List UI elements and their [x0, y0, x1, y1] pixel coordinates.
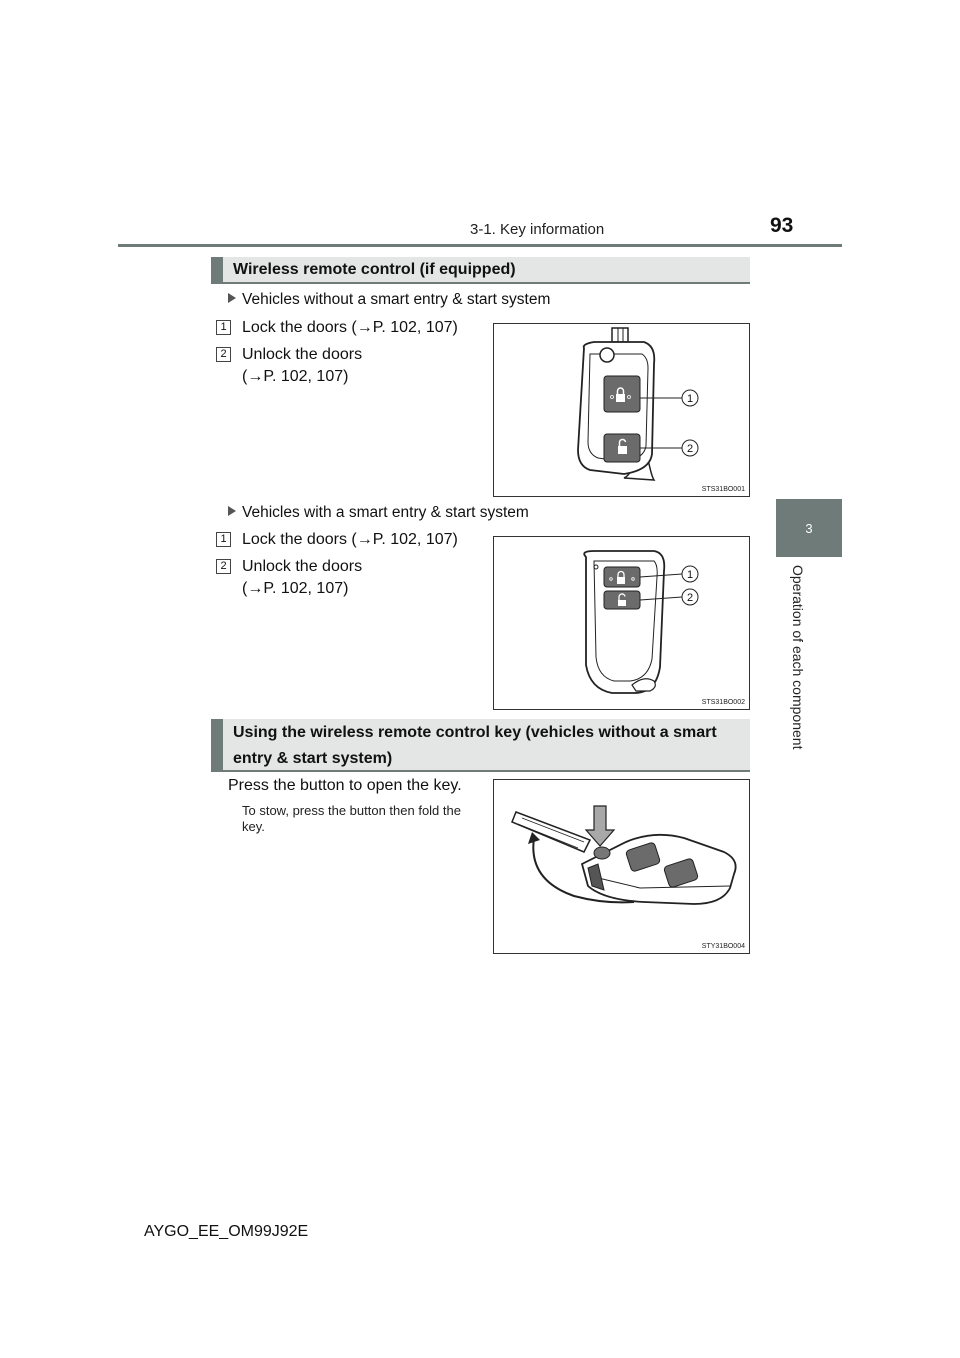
list-item-unlock: Unlock the doors — [242, 346, 363, 363]
page-reference[interactable]: P. 102, 107) — [372, 531, 458, 548]
instruction-note: To stow, press the button then fold the key. — [242, 803, 461, 834]
item-text: Lock the doors ( — [242, 531, 357, 548]
header-section-title: 3-1. Key information — [470, 221, 605, 238]
callout-number-1: 1 — [216, 320, 231, 335]
figure-key-open — [493, 779, 750, 954]
instruction-text: Press the button to open the key. — [228, 777, 462, 794]
key-fob-folding-illustration — [494, 324, 751, 498]
figure-callout-1: 1 — [686, 569, 694, 581]
section-heading-using-key: Using the wireless remote control key (vehicles without a smart entry & start system) — [211, 719, 750, 772]
arrow-icon: → — [356, 319, 373, 336]
list-item-unlock-ref: (→P. 102, 107) — [242, 368, 349, 385]
figure-callout-2: 2 — [686, 592, 694, 604]
subhead-with-smart-entry — [228, 504, 529, 522]
callout-number-2: 2 — [216, 347, 231, 362]
figure-code: STS31BO001 — [701, 486, 745, 493]
list-item-lock — [242, 319, 458, 337]
arrow-icon: → — [356, 531, 373, 548]
chapter-tab — [776, 499, 842, 557]
key-open-illustration — [494, 780, 751, 955]
figure-key-fob-folding — [493, 323, 750, 497]
subhead-text: Vehicles with a smart entry & start system — [242, 504, 529, 521]
arrow-icon: → — [247, 580, 264, 597]
section-heading-wireless-remote: Wireless remote control (if equipped) — [211, 257, 750, 284]
figure-smart-key — [493, 536, 750, 710]
figure-code: STY31BO004 — [701, 943, 745, 950]
page-reference[interactable]: P. 102, 107) — [263, 580, 349, 597]
figure-code: STS31BO002 — [701, 699, 745, 706]
item-text: Lock the doors ( — [242, 319, 357, 336]
figure-callout-2: 2 — [686, 443, 694, 455]
footer-document-code: AYGO_EE_OM99J92E — [144, 1223, 309, 1240]
triangle-bullet-icon — [228, 293, 236, 303]
chapter-label: Operation of each component — [790, 565, 806, 750]
list-item-lock — [242, 531, 458, 549]
subhead-without-smart-entry — [228, 291, 550, 309]
chapter-side-label — [790, 565, 810, 765]
smart-key-illustration — [494, 537, 751, 711]
triangle-bullet-icon — [228, 506, 236, 516]
list-item-unlock-ref: (→P. 102, 107) — [242, 580, 349, 597]
figure-callout-1: 1 — [686, 393, 694, 405]
page-reference[interactable]: P. 102, 107) — [372, 319, 458, 336]
page-number: 93 — [770, 214, 794, 237]
list-item-unlock: Unlock the doors — [242, 558, 363, 575]
callout-number-2: 2 — [216, 559, 231, 574]
header-rule — [118, 244, 842, 247]
chapter-number: 3 — [805, 520, 813, 536]
page-reference[interactable]: P. 102, 107) — [263, 368, 349, 385]
callout-number-1: 1 — [216, 532, 231, 547]
arrow-icon: → — [247, 368, 264, 385]
subhead-text: Vehicles without a smart entry & start system — [242, 291, 551, 308]
